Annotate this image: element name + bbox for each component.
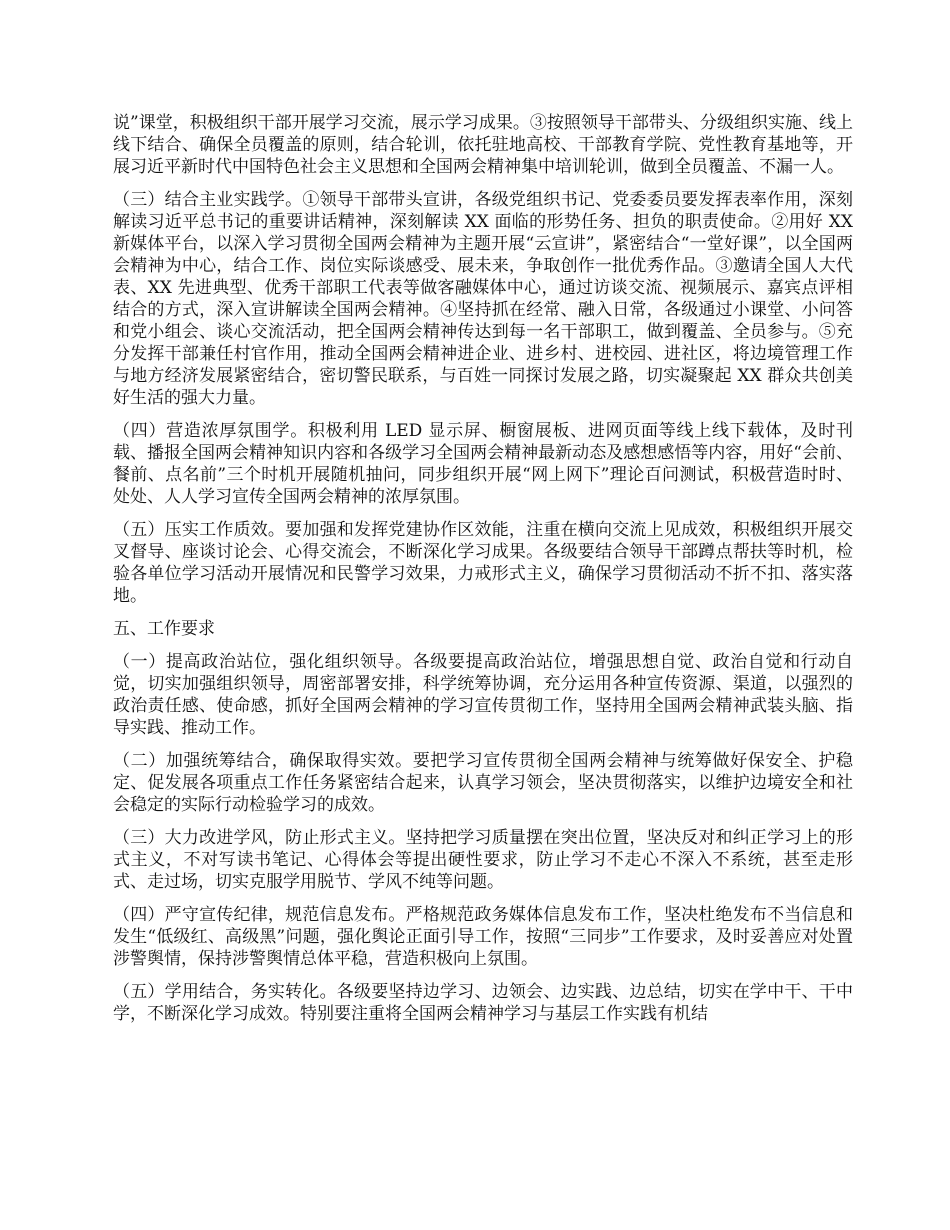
paragraph-requirement-5: （五）学用结合，务实转化。各级要坚持边学习、边领会、边实践、边总结，切实在学中干、干中学，不断深化学习成效。特别要注重将全国两会精神学习与基层工作实践有机结 xyxy=(113,982,853,1024)
paragraph-section-3: （三）结合主业实践学。①领导干部带头宣讲，各级党组织书记、党委委员要发挥表率作用，深刻解读习近平总书记的重要讲话精神，深刻解读 XX 面临的形势任务、担负的职责使命。②用好 XX 新媒体平台，以深入学习贯彻全国两会精神为主题开展“云宣讲”，紧密结合“一堂好课”，以全国两会精神为中心，结合工作、岗位实际谈感受、展未来，争取创作一批优秀作品。③邀请全国人大代表、XX 先进典型、优秀干部职工代表等做客融媒体中心，通过访谈交流、视频展示、嘉宾点评相结合的方式，深入宣讲解读全国两会精神。④坚持抓在经常、融入日常，各级通过小课堂、小问答和党小组会、谈心交流活动，把全国两会精神传达到每一名干部职工，做到覆盖、全员参与。⑤充分发挥干部兼任村官作用，推动全国两会精神进企业、进乡村、进校园、进社区，将边境管理工作与地方经济发展紧密结合，密切警民联系，与百姓一同探讨发展之路，切实凝聚起 XX 群众共创美好生活的强大力量。 xyxy=(113,190,853,408)
paragraph-requirement-2: （二）加强统筹结合，确保取得实效。要把学习宣传贯彻全国两会精神与统筹做好保安全、护稳定、促发展各项重点工作任务紧密结合起来，认真学习领会，坚决贯彻落实，以维护边境安全和社会稳定的实际行动检验学习的成效。 xyxy=(113,751,853,815)
paragraph-requirement-3: （三）大力改进学风，防止形式主义。坚持把学习质量摆在突出位置，坚决反对和纠正学习上的形式主义，不对写读书笔记、心得体会等提出硬性要求，防止学习不走心不深入不系统，甚至走形式、走过场，切实克服学用脱节、学风不纯等问题。 xyxy=(113,828,853,892)
paragraph-section-5: （五）压实工作质效。要加强和发挥党建协作区效能，注重在横向交流上见成效，积极组织开展交叉督导、座谈讨论会、心得交流会，不断深化学习成果。各级要结合领导干部蹲点帮扶等时机，检验各单位学习活动开展情况和民警学习效果，力戒形式主义，确保学习贯彻活动不折不扣、落实落地。 xyxy=(113,520,853,606)
document-body xyxy=(113,112,853,1036)
paragraph-requirement-4: （四）严守宣传纪律，规范信息发布。严格规范政务媒体信息发布工作，坚决杜绝发布不当信息和发生“低级红、高级黑”问题，强化舆论正面引导工作，按照“三同步”工作要求，及时妥善应对处置涉警舆情，保持涉警舆情总体平稳，营造积极向上氛围。 xyxy=(113,905,853,969)
paragraph-intro-continuation: 说”课堂，积极组织干部开展学习交流，展示学习成果。③按照领导干部带头、分级组织实施、线上线下结合、确保全员覆盖的原则，结合轮训，依托驻地高校、干部教育学院、党性教育基地等，开展习近平新时代中国特色社会主义思想和全国两会精神集中培训轮训，做到全员覆盖、不漏一人。 xyxy=(113,113,853,177)
paragraph-section-4: （四）营造浓厚氛围学。积极利用 LED 显示屏、橱窗展板、进网页面等线上线下载体，及时刊载、播报全国两会精神知识内容和各级学习全国两会精神最新动态及感想感悟等内容，用好“会前、餐前、点名前”三个时机开展随机抽问，同步组织开展“网上网下”理论百问测试，积极营造时时、处处、人人学习宣传全国两会精神的浓厚氛围。 xyxy=(113,421,853,507)
paragraph-requirement-1: （一）提高政治站位，强化组织领导。各级要提高政治站位，增强思想自觉、政治自觉和行动自觉，切实加强组织领导，周密部署安排，科学统筹协调，充分运用各种宣传资源、渠道，以强烈的政治责任感、使命感，抓好全国两会精神的学习宣传贯彻工作，坚持用全国两会精神武装头脑、指导实践、推动工作。 xyxy=(113,652,853,738)
section-heading-work-requirements: 五、工作要求 xyxy=(113,619,215,639)
